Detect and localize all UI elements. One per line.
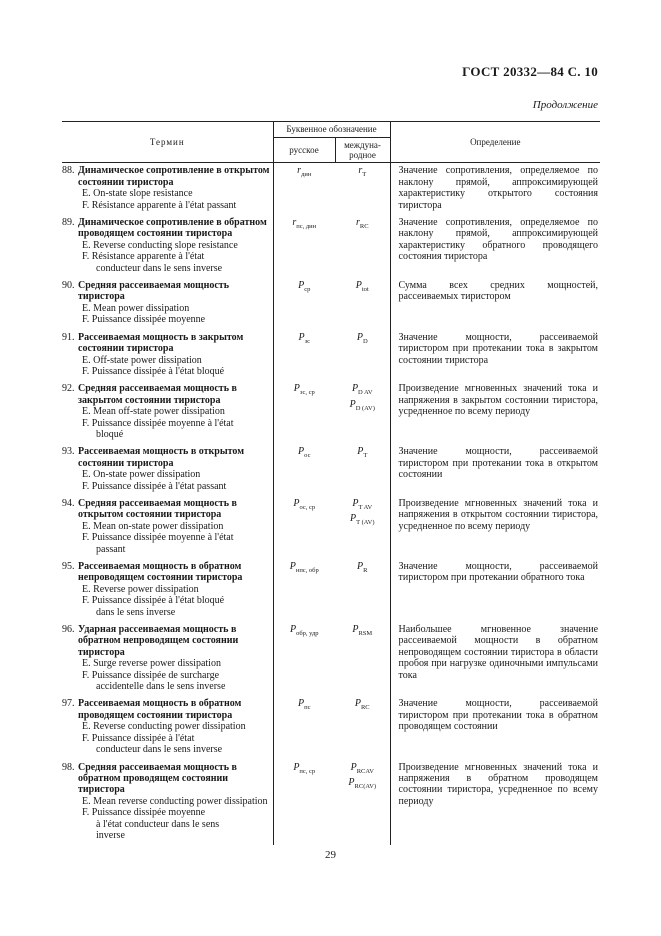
table-row [62,760,600,846]
symbol-subscript: обр, удр [296,630,319,638]
term-russian: Средняя рассеиваемая мощность тиристора [78,280,230,303]
term-french: F. Puissance dissipée moyenne [82,807,206,819]
column-header-international: междуна- родное [335,138,390,163]
symbol-international [337,165,388,180]
symbol-subscript: дин [301,171,312,179]
symbol-international-cell [335,381,390,444]
definition-cell: Произведение мгновенных значений тока и напряжения в открытом состоянии тиристора, усредненное по всему периоду [390,496,600,559]
term-english: E. Reverse conducting power dissipation [82,721,246,733]
symbol-international-cell [335,215,390,278]
term-english: E. Mean off-state power dissipation [82,406,225,418]
symbol-subscript: нпс, обр [295,567,319,574]
symbol-subscript: зс, ср [299,389,315,397]
term-russian: Средняя рассеиваемая мощность в обратном проводящем состоянии тиристора [78,761,237,796]
symbol-russian [276,332,334,347]
symbol-international [337,762,388,777]
symbol-base: P [348,776,355,788]
symbol-subscript: пс, ср [299,767,316,775]
symbol-subscript: RC [359,223,369,231]
symbol-subscript: T (AV) [356,519,375,527]
term-french: passant [96,543,126,555]
symbol-international-cell [335,278,390,330]
symbol-subscript: RSM [358,630,373,638]
term-cell: 93. Рассеиваемая мощность в открытом состоянии тиристора E. On-state power dissipation F. Puissance dissipée à l'état passant [62,444,273,496]
symbol-international-cell [335,760,390,846]
symbol-subscript: зс [304,337,311,345]
symbol-subscript: RC(AV) [354,782,377,790]
symbol-subscript: RCAV [356,767,374,775]
term-cell: 90. Средняя рассеиваемая мощность тиристора E. Mean power dissipation F. Puissance dissipée moyenne [62,278,273,330]
symbol-base: P [293,497,300,509]
symbol-russian-cell [273,622,335,696]
symbol-russian [276,383,334,398]
term-french: F. Puissance dissipée de surcharge [82,669,220,681]
terms-table [62,121,600,845]
term-cell: 98. Средняя рассеиваемая мощность в обратном проводящем состоянии тиристора E. Mean reverse conducting power dissipation F. Puissance dissipée moyenne à l'état conducteur dans le sens inverse [62,760,273,846]
symbol-international [337,217,388,232]
term-english: E. Mean on-state power dissipation [82,520,224,532]
symbol-international [337,698,388,713]
term-cell: 89. Динамическое сопротивление в обратном проводящем состоянии тиристора E. Reverse conducting slope resistance F. Résistance apparente à l'état conducteur dans le sens inverse [62,215,273,278]
term-french: bloqué [96,428,124,440]
symbol-base: P [356,331,363,343]
term-russian: Рассеиваемая мощность в открытом состоянии тиристора [78,446,245,469]
definition-cell: Произведение мгновенных значений тока и напряжения в закрытом состоянии тиристора, усредненное по всему периоду [390,381,600,444]
standard-designation: ГОСТ 20332—84 С. 10 [462,64,598,79]
column-header-term: Термин [62,122,273,163]
symbol-subscript: R [363,567,368,574]
symbol-russian [276,165,334,180]
definition-cell: Сумма всех средних мощностей, рассеиваемых тиристором [390,278,600,330]
symbol-russian-cell [273,760,335,846]
column-header-definition: Определение [390,122,600,163]
symbol-international [337,513,388,528]
term-french: F. Puissance dissipée moyenne à l'état [82,417,234,429]
definition-cell: Значение мощности, рассеиваемой тиристором при протекании тока в закрытом состоянии тиристора [390,330,600,382]
symbol-russian-cell [273,444,335,496]
column-header-russian: русское [273,138,335,163]
symbol-international [337,280,388,295]
definition-cell: Значение мощности, рассеиваемой тиристором при протекании тока в открытом состоянии [390,444,600,496]
term-french: accidentelle dans le sens inverse [96,681,226,693]
term-russian: Рассеиваемая мощность в обратном непроводящем состоянии тиристора [78,561,243,584]
term-cell: 96. Ударная рассеиваемая мощность в обратном непроводящем состоянии тиристора E. Surge reverse power dissipation F. Puissance dissipée de surcharge accidentelle dans le sens inverse [62,622,273,696]
term-russian: Рассеиваемая мощность в закрытом состоянии тиристора [78,331,244,355]
term-cell: 97. Рассеиваемая мощность в обратном проводящем состоянии тиристора E. Reverse conducting power dissipation F. Puissance dissipée à l'état conducteur dans le sens inverse [62,696,273,759]
symbol-base: P [351,383,359,395]
term-english: E. Reverse power dissipation [82,583,199,595]
symbol-international-cell [335,330,390,382]
symbol-international [337,624,388,639]
symbol-russian-cell [273,278,335,330]
table-row [62,444,600,496]
definition-cell: Значение мощности, рассеиваемой тиристором при протекании тока в обратном проводящем состоянии [390,696,600,759]
symbol-base: P [293,761,300,773]
symbol-international [337,383,388,398]
definition-cell: Значение сопротивления, определяемое по наклону прямой, аппроксимирующей характеристику открытого состояния тиристора [390,163,600,215]
symbol-international [337,498,388,513]
term-russian: Рассеиваемая мощность в обратном проводящем состоянии тиристора [78,698,242,721]
symbol-russian [276,762,334,777]
symbol-international-cell [335,559,390,622]
term-english: E. Reverse conducting slope resistance [82,239,238,251]
table-row [62,278,600,330]
symbol-russian-cell [273,496,335,559]
symbol-russian-cell [273,559,335,622]
continued-label: Продолжение [532,99,598,111]
symbol-base: P [289,624,297,636]
term-english: E. On-state slope resistance [82,188,193,200]
term-french: dans le sens inverse [96,606,176,618]
symbol-base: r [297,165,302,177]
term-english: E. Mean power dissipation [82,302,190,314]
symbol-russian [276,498,334,513]
symbol-base: P [350,513,357,525]
symbol-base: P [298,331,305,343]
symbol-russian [276,624,334,639]
term-cell: 91. Рассеиваемая мощность в закрытом состоянии тиристора E. Off-state power dissipation F. Puissance dissipée à l'état bloqué [62,330,273,382]
symbol-russian [276,561,334,576]
term-french: conducteur dans le sens inverse [96,744,223,756]
symbol-russian [276,698,334,713]
table-row [62,696,600,759]
symbol-international-cell [335,496,390,559]
symbol-russian-cell [273,163,335,215]
symbol-international-cell [335,696,390,759]
symbol-base: r [355,217,360,229]
symbol-international [337,561,388,576]
symbol-international-cell [335,444,390,496]
table-row [62,496,600,559]
symbol-base: P [298,280,305,292]
symbol-russian [276,280,334,295]
term-french: F. Résistance apparente à l'état passant [82,199,237,211]
term-russian: Средняя рассеиваемая мощность в закрытом состоянии тиристора [78,383,237,406]
symbol-base: P [293,383,300,395]
symbol-international [337,332,388,347]
symbol-subscript: D (AV) [355,404,375,412]
symbol-subscript: ос, ср [299,503,316,511]
table-row [62,215,600,278]
symbol-base: P [354,698,361,710]
term-cell: 92. Средняя рассеиваемая мощность в закрытом состоянии тиристора E. Mean off-state power dissipation F. Puissance dissipée moyenne à l'état bloqué [62,381,273,444]
term-english: E. On-state power dissipation [82,469,201,481]
symbol-base: P [352,497,359,509]
symbol-subscript: D [362,337,368,345]
symbol-russian [276,217,334,232]
symbol-base: P [298,698,305,710]
symbol-subscript: RC [360,704,370,712]
term-cell: 88. Динамическое сопротивление в открытом состоянии тиристора E. On-state slope resistance F. Résistance apparente à l'état passant [62,163,273,215]
term-russian: Динамическое сопротивление в открытом состоянии тиристора [78,165,270,188]
symbol-russian-cell [273,330,335,382]
term-english: E. Surge reverse power dissipation [82,658,221,670]
term-cell: 95. Рассеиваемая мощность в обратном непроводящем состоянии тиристора E. Reverse power dissipation F. Puissance dissipée à l'état bloqué dans le sens inverse [62,559,273,622]
symbol-base: P [350,761,357,773]
symbol-russian-cell [273,381,335,444]
symbol-base: r [292,217,297,229]
definition-cell: Значение сопротивления, определяемое по наклону прямой, аппроксимирующей характеристику обратного проводящего состояния тиристора [390,215,600,278]
term-french: F. Puissance dissipée à l'état bloqué [82,365,225,377]
symbol-subscript: T [362,171,367,179]
term-russian: Динамическое сопротивление в обратном проводящем состоянии тиристора [78,217,267,240]
definition-cell: Значение мощности, рассеиваемой тиристором при протекании обратного тока [390,559,600,622]
term-russian: Ударная рассеиваемая мощность в обратном непроводящем состоянии тиристора [78,624,239,658]
symbol-base: P [357,561,364,572]
page-number: 29 [325,849,336,861]
term-french: F. Puissance dissipée à l'état [82,732,195,744]
symbol-international [337,777,388,792]
symbol-subscript: tot [361,286,369,294]
symbol-russian-cell [273,696,335,759]
symbol-subscript: T AV [358,503,373,511]
term-english: E. Off-state power dissipation [82,354,202,366]
symbol-base: P [352,624,359,636]
term-french: F. Puissance dissipée moyenne [82,314,206,326]
symbol-subscript: ср [304,286,311,294]
symbol-base: P [298,446,305,458]
term-cell: 94. Средняя рассеиваемая мощность в открытом состоянии тиристора E. Mean on-state power dissipation F. Puissance dissipée moyenne à l'état passant [62,496,273,559]
definition-cell: Наибольшее мгновенное значение рассеиваемой мощности в обратном непроводящем состоянии тиристора в области пробоя при нагрузке одиночными импульсами тока [390,622,600,696]
table-row [62,330,600,382]
symbol-international [337,399,388,414]
symbol-base: P [349,398,356,410]
symbol-international [337,446,388,461]
symbol-subscript: T [363,452,368,460]
table-row [62,163,600,215]
term-french: inverse [96,829,125,841]
term-french: F. Puissance dissipée à l'état passant [82,480,227,492]
symbol-subscript: пс, дин [296,223,317,231]
column-header-designation: Буквенное обозначение [273,122,390,138]
symbol-subscript: D AV [358,389,373,397]
symbol-international-cell [335,163,390,215]
symbol-base: P [289,561,296,572]
symbol-base: r [358,165,363,177]
term-english: E. Mean reverse conducting power dissipation [82,795,268,807]
term-french: F. Puissance dissipée à l'état bloqué [82,595,225,607]
symbol-subscript: пс [304,704,311,712]
symbol-base: P [357,446,364,458]
table-row [62,381,600,444]
symbol-base: P [355,280,362,292]
table-row [62,622,600,696]
table-row [62,559,600,622]
term-french: conducteur dans le sens inverse [96,262,223,274]
term-french: F. Résistance apparente à l'état [82,251,205,263]
term-russian: Средняя рассеиваемая мощность в открытом состоянии тиристора [78,497,237,521]
symbol-subscript: ос [304,452,311,460]
symbol-russian-cell [273,215,335,278]
definition-cell: Произведение мгновенных значений тока и напряжения в обратном проводящем состоянии тиристора, усредненное по всему периоду [390,760,600,846]
term-french: F. Puissance dissipée moyenne à l'état [82,532,234,544]
symbol-international-cell [335,622,390,696]
symbol-russian [276,446,334,461]
term-french: à l'état conducteur dans le sens [96,818,220,830]
